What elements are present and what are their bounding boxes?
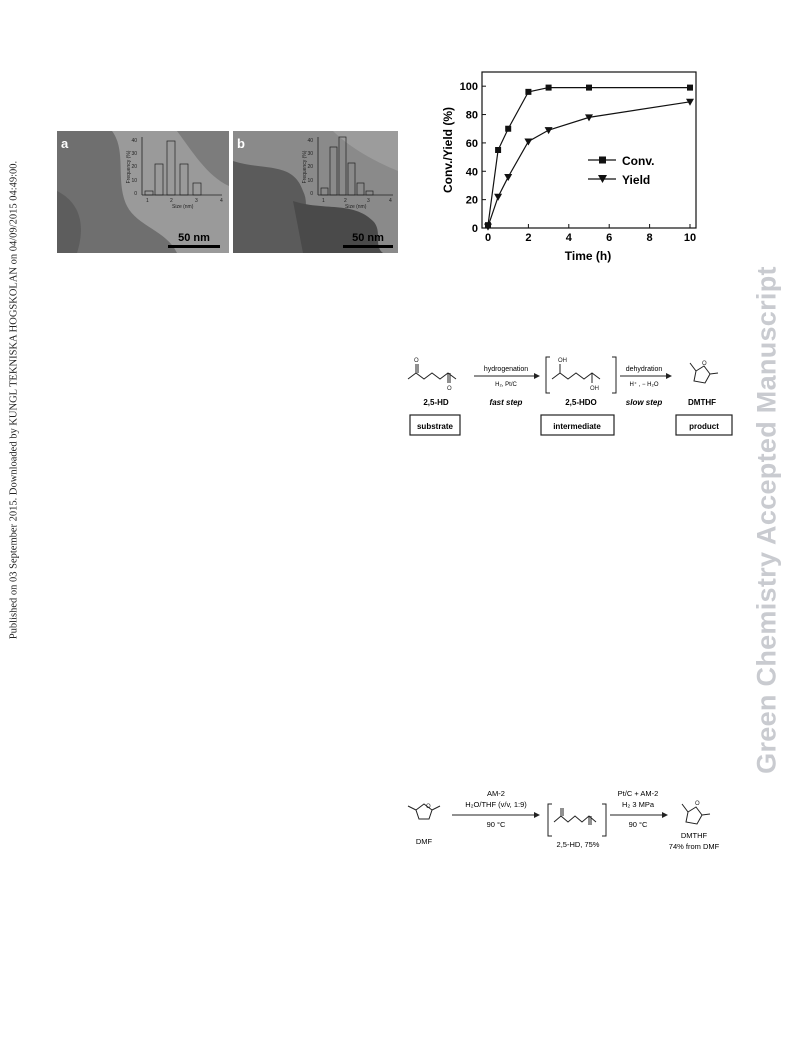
step2-conditions: H⁺ , − H₂O — [629, 382, 659, 388]
y-tick-label: 40 — [465, 166, 478, 179]
bracket-right — [602, 804, 606, 836]
product-name: DMTHF — [680, 831, 708, 840]
svg-text:O: O — [414, 358, 419, 364]
bracket-right — [612, 357, 616, 393]
x-axis-label: Time (h) — [564, 249, 612, 263]
scheme2-canvas — [404, 782, 740, 862]
svg-text:20: 20 — [131, 164, 137, 170]
svg-text:OH: OH — [558, 358, 567, 364]
svg-text:1: 1 — [146, 198, 149, 204]
thf-ring — [686, 807, 702, 824]
methyl-bond — [710, 373, 718, 374]
svg-text:O: O — [426, 804, 431, 810]
methyl-bond — [682, 804, 688, 812]
panel-label: a — [61, 136, 69, 151]
data-point-yield — [545, 127, 553, 134]
hdo-skeleton — [552, 373, 600, 379]
svg-text:4: 4 — [220, 198, 223, 204]
svg-text:1: 1 — [322, 198, 325, 204]
series-line-0 — [488, 88, 690, 226]
svg-text:10: 10 — [307, 178, 313, 184]
legend-marker-conv — [599, 157, 606, 164]
tem-image-a — [57, 131, 229, 253]
step1-conditions: H₂, Pt/C — [495, 382, 517, 388]
svg-text:30: 30 — [307, 151, 313, 157]
reaction-scheme-dmf-to-dmthf — [404, 782, 740, 862]
data-point-yield — [504, 174, 512, 181]
reaction-scheme-hd-to-dmthf — [404, 343, 740, 443]
step2-pressure: H₂ 3 MPa — [621, 800, 655, 809]
intermediate-label: 2,5-HD, 75% — [556, 840, 600, 849]
x-tick-label: 0 — [484, 232, 492, 244]
svg-text:3: 3 — [367, 198, 370, 204]
svg-text:substrate: substrate — [416, 422, 454, 431]
x-tick-label: 10 — [683, 232, 697, 244]
thf-ring — [694, 366, 710, 383]
arrow-head — [534, 373, 540, 379]
tem-image-b-canvas — [233, 131, 398, 253]
svg-text:2: 2 — [170, 198, 173, 204]
step2-label: dehydration — [625, 366, 663, 373]
svg-text:Frequency (%): Frequency (%) — [126, 150, 132, 184]
svg-text:40: 40 — [131, 138, 137, 144]
step1-solvent: H₂O/THF (v/v, 1:9) — [465, 800, 527, 809]
step1-catalyst: AM-2 — [487, 789, 505, 798]
svg-text:20: 20 — [307, 164, 313, 170]
legend-label-conv: Conv. — [622, 154, 655, 168]
publication-note-text: Published on 03 September 2015. Downloaded by KUNGL TEKNISKA HOGSKOLAN on 04/09/2015 04:49:00. — [8, 160, 20, 640]
scale-bar — [168, 245, 220, 248]
y-axis-label: Conv./Yield (%) — [441, 106, 455, 194]
bracket-left — [546, 357, 550, 393]
methyl-bond — [690, 363, 696, 371]
step2-catalyst: Pt/C + AM-2 — [617, 789, 659, 798]
svg-text:Size (nm): Size (nm) — [345, 204, 367, 210]
panel-label: b — [237, 136, 245, 151]
svg-text:Size (nm): Size (nm) — [172, 204, 194, 210]
scale-bar-label: 50 nm — [352, 232, 384, 244]
substrate-name: 2,5-HD — [423, 398, 449, 407]
methyl-bond — [702, 814, 710, 815]
svg-text:40: 40 — [307, 138, 313, 144]
tem-image-b — [233, 131, 398, 253]
data-point-yield — [524, 138, 532, 145]
svg-text:OH: OH — [590, 386, 599, 392]
data-point-conv — [495, 147, 501, 153]
product-yield: 74% from DMF — [668, 842, 720, 851]
x-tick-label: 8 — [646, 232, 653, 244]
y-tick-label: 80 — [465, 109, 478, 122]
y-tick-label: 60 — [465, 137, 478, 150]
svg-text:2: 2 — [344, 198, 347, 204]
svg-text:0: 0 — [310, 191, 313, 197]
scale-bar — [343, 245, 393, 248]
y-tick-label: 20 — [465, 194, 478, 207]
hd-skeleton — [408, 373, 456, 379]
data-point-conv — [546, 85, 552, 91]
svg-text:O: O — [702, 361, 707, 367]
svg-text:3: 3 — [195, 198, 198, 204]
step1-rate: fast step — [489, 398, 523, 407]
svg-text:4: 4 — [389, 198, 392, 204]
svg-text:0: 0 — [134, 191, 137, 197]
conversion-yield-chart — [438, 68, 703, 264]
data-point-conv — [586, 85, 592, 91]
data-point-yield — [494, 194, 502, 201]
hd-skeleton — [554, 816, 596, 822]
svg-text:intermediate: intermediate — [553, 422, 601, 431]
step2-rate: slow step — [625, 398, 663, 407]
watermark-text: Green Chemistry Accepted Manuscript — [751, 266, 782, 774]
legend-label-yield: Yield — [622, 173, 651, 187]
svg-text:30: 30 — [131, 151, 137, 157]
scheme1-canvas — [404, 343, 740, 443]
bracket-left — [548, 804, 552, 836]
dmf-label: DMF — [415, 837, 433, 846]
data-point-conv — [687, 85, 693, 91]
svg-text:10: 10 — [131, 178, 137, 184]
svg-text:Frequency (%): Frequency (%) — [302, 150, 308, 184]
chart-canvas — [438, 68, 703, 264]
x-tick-label: 4 — [565, 232, 572, 244]
arrow-head — [534, 812, 540, 818]
methyl-bond — [408, 806, 416, 810]
x-tick-label: 6 — [606, 232, 613, 244]
step1-temperature: 90 °C — [486, 820, 506, 829]
data-point-conv — [525, 89, 531, 95]
x-tick-label: 2 — [525, 232, 532, 244]
arrow-head — [666, 373, 672, 379]
svg-text:O: O — [447, 386, 452, 392]
step2-temperature: 90 °C — [628, 820, 648, 829]
tem-image-a-canvas — [57, 131, 229, 253]
publication-note — [4, 150, 24, 650]
product-name: DMTHF — [688, 398, 716, 407]
scale-bar-label: 50 nm — [178, 232, 210, 244]
step1-label: hydrogenation — [483, 366, 529, 373]
legend — [588, 154, 654, 187]
svg-text:product: product — [689, 422, 719, 431]
arrow-head — [662, 812, 668, 818]
y-tick-label: 0 — [471, 223, 478, 235]
methyl-bond — [432, 806, 440, 810]
y-tick-label: 100 — [459, 81, 478, 94]
manuscript-watermark — [742, 235, 792, 805]
data-point-conv — [505, 126, 511, 132]
svg-text:O: O — [695, 801, 700, 807]
intermediate-name: 2,5-HDO — [565, 398, 597, 407]
plot-frame — [482, 72, 696, 228]
